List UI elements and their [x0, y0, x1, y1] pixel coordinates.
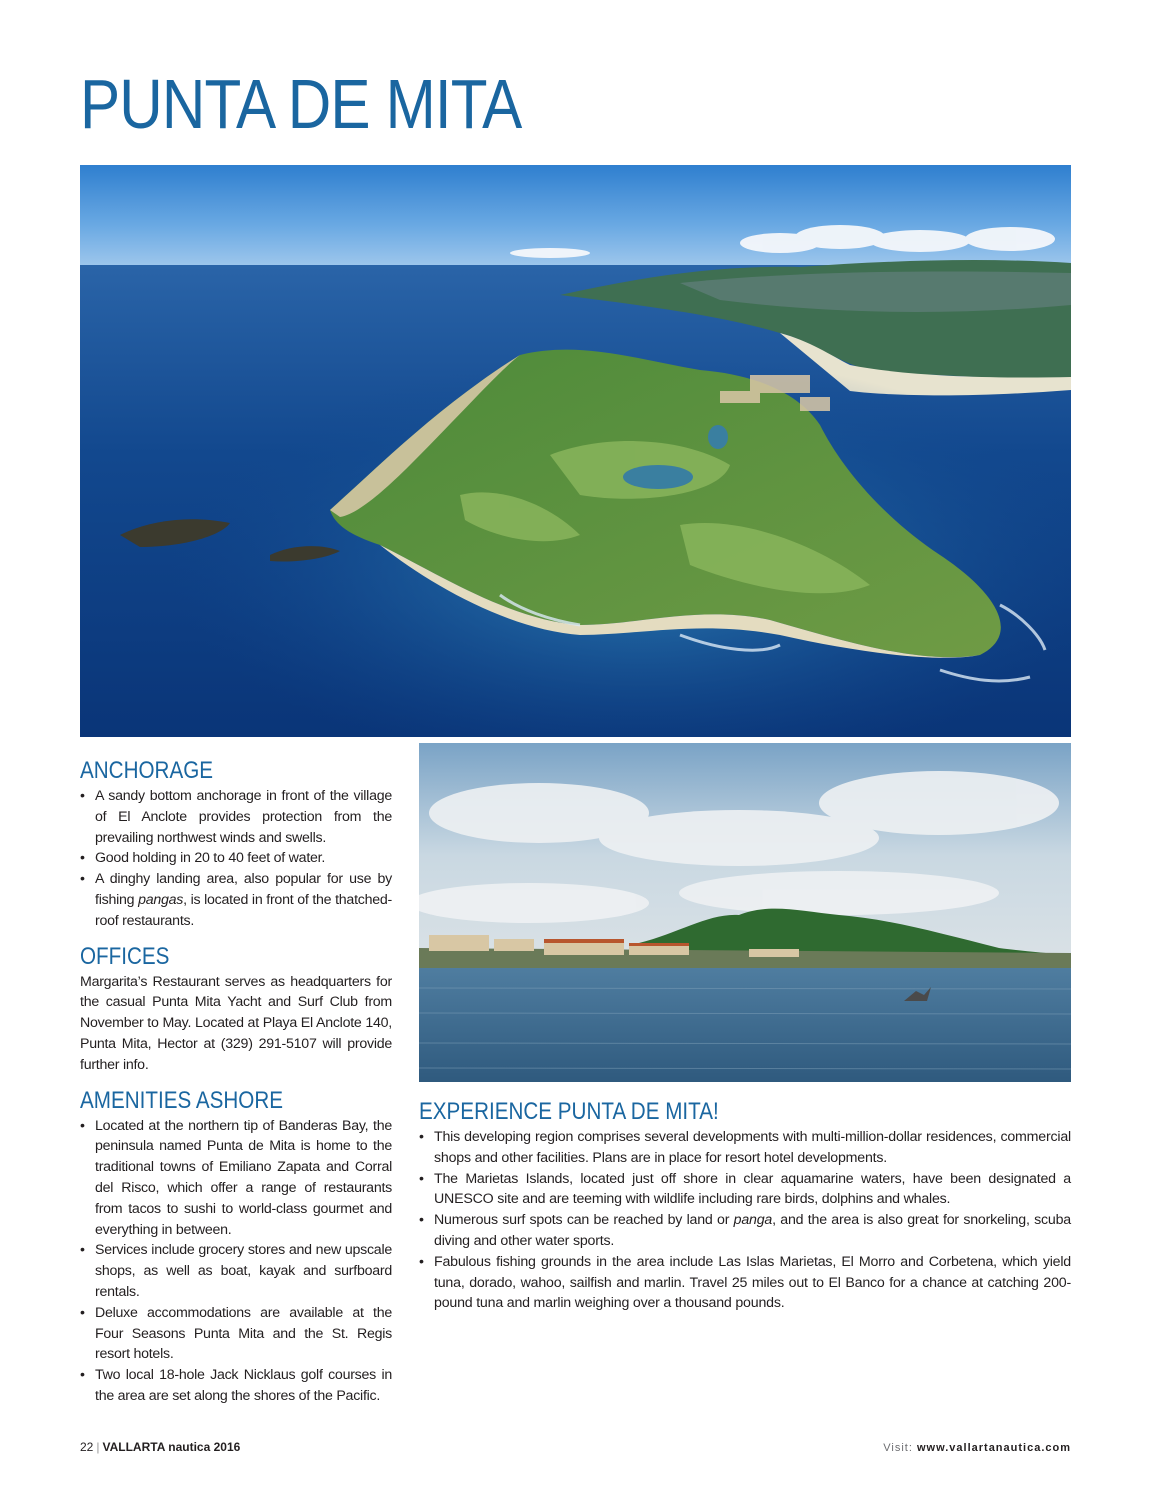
- folio-separator: |: [96, 1440, 100, 1454]
- list-item: • Deluxe accommodations are available at the Four Seasons Punta Mita and the St. Regis resort hotels.: [80, 1303, 392, 1365]
- offices-text: Margarita’s Restaurant serves as headquarters for the casual Punta Mita Yacht and Surf Club from November to May. Located at Playa El Anclote 140, Punta Mita, Hector at (329) 291-5107 will provide further info.: [80, 973, 392, 1073]
- website-credit: [883, 1440, 1071, 1456]
- magazine-name: VALLARTA nautica 2016: [102, 1440, 241, 1454]
- amenities-list: [80, 1116, 392, 1407]
- list-item: • Numerous surf spots can be reached by land or panga, and the area is also great for snorkeling, scuba diving and other water sports.: [419, 1210, 1071, 1252]
- list-item: • The Marietas Islands, located just off shore in clear aquamarine waters, have been designated a UNESCO site and are teeming with wildlife including rare birds, dolphins and whales.: [419, 1169, 1071, 1211]
- list-item: • A sandy bottom anchorage in front of the village of El Anclote provides protection from the prevailing northwest winds and swells.: [80, 786, 392, 848]
- page-title: PUNTA DE MITA: [80, 65, 522, 143]
- experience-heading: EXPERIENCE PUNTA DE MITA!: [419, 1098, 719, 1125]
- left-column: [80, 756, 392, 1407]
- amenities-heading: AMENITIES ASHORE: [80, 1086, 284, 1114]
- list-item: • Good holding in 20 to 40 feet of water.: [80, 848, 392, 869]
- list-item: • A dinghy landing area, also popular for use by fishing pangas, is located in front of the thatched-roof restaurants.: [80, 869, 392, 931]
- folio: [80, 1439, 240, 1455]
- list-item: • This developing region comprises several developments with multi-million-dollar residences, commercial shops and other facilities. Plans are in place for resort hotel developments.: [419, 1127, 1071, 1169]
- list-item: • Services include grocery stores and new upscale shops, as well as boat, kayak and surfboard rentals.: [80, 1240, 392, 1302]
- aerial-peninsula-photo: [80, 165, 1071, 737]
- offices-heading: OFFICES: [80, 942, 170, 970]
- anchorage-list: [80, 786, 392, 932]
- page-number: 22: [80, 1440, 94, 1454]
- experience-list: [419, 1127, 1071, 1314]
- list-item: • Located at the northern tip of Banderas Bay, the peninsula named Punta de Mita is home to the traditional towns of Emiliano Zapata and Corral del Risco, which offer a range of restaurants from tacos to sushi to world-class gourmet and everything in between.: [80, 1116, 392, 1241]
- website-url[interactable]: www.vallartanautica.com: [916, 1442, 1071, 1454]
- list-item: • Fabulous fishing grounds in the area include Las Islas Marietas, El Morro and Corbetena, which yield tuna, dorado, wahoo, sailfish and marlin. Travel 25 miles out to El Banco for a chance at catching 200-pound tuna and marlin weighing over a thousand pounds.: [419, 1252, 1071, 1314]
- list-item: • Two local 18-hole Jack Nicklaus golf courses in the area are set along the shores of the Pacific.: [80, 1365, 392, 1407]
- right-column: [419, 1097, 1071, 1314]
- coastal-town-photo: [419, 743, 1071, 1082]
- anchorage-heading: ANCHORAGE: [80, 757, 214, 784]
- visit-label: Visit:: [883, 1442, 913, 1454]
